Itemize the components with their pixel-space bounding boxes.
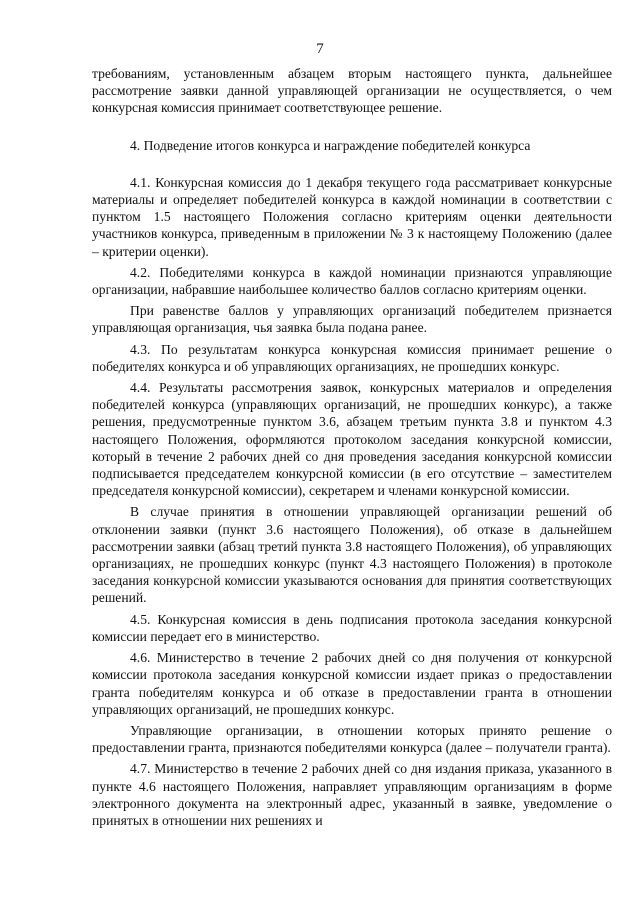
paragraph-rejection-grounds: В случае принятия в отношении управляющей организации решений об отклонении заявки (пункт 3.6 настоящего Положения), об отказе в дальнейшем рассмотрении заявки (абзац третий пункта 3.8 настоящего Положения), об управляющих организациях, не прошедших конкурс (пункт 4.3 настоящего Положения) в протоколе заседания конкурсной комиссии указываются основания для принятия соответствующих решений. xyxy=(92,504,612,606)
paragraph-4-2: 4.2. Победителями конкурса в каждой номинации признаются управляющие организации, набравшие наибольшее количество баллов согласно критериям оценки. xyxy=(92,264,612,298)
document-body xyxy=(92,65,612,833)
paragraph-4-4: 4.4. Результаты рассмотрения заявок, конкурсных материалов и определения победителей конкурса (управляющих организаций, не прошедших конкурс), а также решения, предусмотренные пунктом 3.6, абзацем третьим пункта 3.8 и пунктом 4.3 настоящего Положения, оформляются протоколом заседания конкурсной комиссии, который в течение 2 рабочих дней со дня проведения заседания конкурсной комиссии подписывается председателем конкурсной комиссии (в его отсутствие – заместителем председателя конкурсной комиссии), секретарем и членами конкурсной комиссии. xyxy=(92,380,612,499)
paragraph-4-5: 4.5. Конкурсная комиссия в день подписания протокола заседания конкурсной комиссии передает его в министерство. xyxy=(92,611,612,644)
paragraph-equal-scores: При равенстве баллов у управляющих организаций победителем признается управляющая организация, чья заявка была подана ранее. xyxy=(92,303,612,336)
paragraph-4-3: 4.3. По результатам конкурса конкурсная комиссия принимает решение о победителях конкурса и об управляющих организациях, не прошедших конкурс. xyxy=(92,341,612,374)
section-heading: 4. Подведение итогов конкурса и награждение победителей конкурса xyxy=(130,137,531,153)
paragraph-4-6: 4.6. Министерство в течение 2 рабочих дней со дня получения от конкурсной комиссии протокола заседания конкурсной комиссии издает приказ о предоставлении гранта победителям конкурса и об отказе в предоставлении гранта в отношении управляющих организаций, не прошедших конкурс. xyxy=(92,650,612,717)
paragraph-4-7: 4.7. Министерство в течение 2 рабочих дней со дня издания приказа, указанного в пункте 4.6 настоящего Положения, направляет управляющим организациям в форме электронного документа на электронный адрес, указанный в заявке, уведомление о принятых в отношении них решениях и xyxy=(92,761,612,828)
paragraph-continuation: требованиям, установленным абзацем вторым настоящего пункта, дальнейшее рассмотрение заявки данной управляющей организации не осуществляется, о чем конкурсная комиссия принимает соответствующее решение. xyxy=(92,66,612,116)
paragraph-grant-recipients: Управляющие организации, в отношении которых принято решение о предоставлении гранта, признаются победителями конкурса (далее – получатели гранта). xyxy=(92,722,612,756)
page-number: 7 xyxy=(316,41,324,57)
paragraph-4-1: 4.1. Конкурсная комиссия до 1 декабря текущего года рассматривает конкурсные материалы и определяет победителей конкурса в каждой номинации в соответствии с пунктом 1.5 настоящего Положения согласно критериям оценки деятельности участников конкурса, приведенным в приложении № 3 к настоящему Положению (далее – критерии оценки). xyxy=(92,174,612,259)
